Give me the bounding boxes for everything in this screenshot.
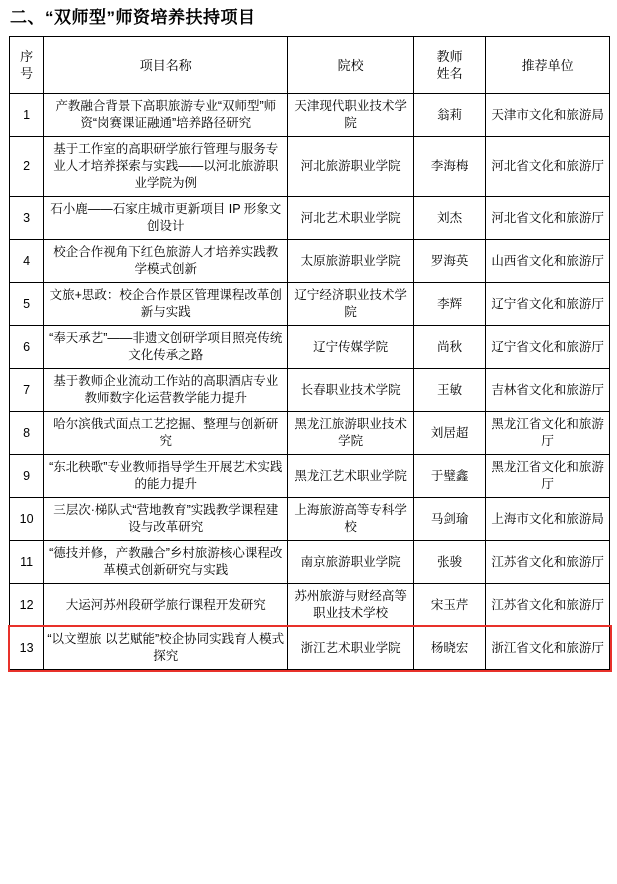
cell-index: 12 <box>10 584 44 627</box>
cell-unit: 辽宁省文化和旅游厅 <box>486 326 610 369</box>
table-body <box>10 94 610 670</box>
cell-unit: 天津市文化和旅游局 <box>486 94 610 137</box>
cell-index: 6 <box>10 326 44 369</box>
cell-teacher: 李辉 <box>414 283 486 326</box>
cell-school: 河北艺术职业学院 <box>288 197 414 240</box>
cell-teacher: 宋玉芹 <box>414 584 486 627</box>
cell-unit: 辽宁省文化和旅游厅 <box>486 283 610 326</box>
cell-teacher: 翁莉 <box>414 94 486 137</box>
cell-index: 1 <box>10 94 44 137</box>
cell-project-name: 基于工作室的高职研学旅行管理与服务专业人才培养探索与实践——以河北旅游职业学院为例 <box>44 137 288 197</box>
cell-teacher: 王敏 <box>414 369 486 412</box>
cell-unit: 河北省文化和旅游厅 <box>486 197 610 240</box>
table-row <box>10 137 610 197</box>
cell-teacher: 李海梅 <box>414 137 486 197</box>
table-row <box>10 94 610 137</box>
cell-index: 2 <box>10 137 44 197</box>
cell-school: 太原旅游职业学院 <box>288 240 414 283</box>
column-header-unit: 推荐单位 <box>486 37 610 94</box>
cell-teacher: 杨晓宏 <box>414 627 486 670</box>
cell-school: 长春职业技术学院 <box>288 369 414 412</box>
cell-school: 南京旅游职业学院 <box>288 541 414 584</box>
cell-unit: 河北省文化和旅游厅 <box>486 137 610 197</box>
table-row <box>10 455 610 498</box>
column-header-index-line1: 序 <box>20 49 34 64</box>
page-title: 二、“双师型”师资培养扶持项目 <box>10 8 256 27</box>
cell-index: 5 <box>10 283 44 326</box>
cell-unit: 山西省文化和旅游厅 <box>486 240 610 283</box>
column-header-project-name: 项目名称 <box>44 37 288 94</box>
cell-unit: 江苏省文化和旅游厅 <box>486 584 610 627</box>
cell-index: 4 <box>10 240 44 283</box>
cell-unit: 江苏省文化和旅游厅 <box>486 541 610 584</box>
table-row <box>10 584 610 627</box>
table-row <box>10 541 610 584</box>
cell-teacher: 尚秋 <box>414 326 486 369</box>
column-header-teacher-line2: 姓名 <box>436 66 463 81</box>
column-header-teacher-line1: 教师 <box>436 49 463 64</box>
cell-project-name: 哈尔滨俄式面点工艺挖掘、整理与创新研究 <box>44 412 288 455</box>
cell-index: 10 <box>10 498 44 541</box>
cell-unit: 吉林省文化和旅游厅 <box>486 369 610 412</box>
cell-index: 3 <box>10 197 44 240</box>
cell-teacher: 刘杰 <box>414 197 486 240</box>
cell-index: 11 <box>10 541 44 584</box>
column-header-school: 院校 <box>288 37 414 94</box>
cell-unit: 黑龙江省文化和旅游厅 <box>486 455 610 498</box>
cell-school: 天津现代职业技术学院 <box>288 94 414 137</box>
cell-teacher: 马剑瑜 <box>414 498 486 541</box>
cell-index: 9 <box>10 455 44 498</box>
cell-index: 8 <box>10 412 44 455</box>
cell-unit: 上海市文化和旅游局 <box>486 498 610 541</box>
cell-project-name: “东北秧歌”专业教师指导学生开展艺术实践的能力提升 <box>44 455 288 498</box>
cell-project-name: 产教融合背景下高职旅游专业“双师型”师资“岗赛课证融通”培养路径研究 <box>44 94 288 137</box>
cell-project-name: “德技并修，产教融合”乡村旅游核心课程改革模式创新研究与实践 <box>44 541 288 584</box>
table-row <box>10 240 610 283</box>
project-table <box>9 36 610 670</box>
cell-index: 7 <box>10 369 44 412</box>
cell-project-name: 石小鹿——石家庄城市更新项目 IP 形象文创设计 <box>44 197 288 240</box>
cell-project-name: 三层次·梯队式“营地教育”实践教学课程建设与改革研究 <box>44 498 288 541</box>
column-header-index <box>10 37 44 94</box>
column-header-index-line2: 号 <box>20 66 34 81</box>
cell-project-name: 基于教师企业流动工作站的高职酒店专业教师数字化运营教学能力提升 <box>44 369 288 412</box>
cell-index: 13 <box>10 627 44 670</box>
cell-school: 河北旅游职业学院 <box>288 137 414 197</box>
cell-school: 上海旅游高等专科学校 <box>288 498 414 541</box>
cell-project-name: “奉天承艺”——非遗文创研学项目照亮传统文化传承之路 <box>44 326 288 369</box>
cell-project-name: “以文塑旅 以艺赋能”校企协同实践育人模式探究 <box>44 627 288 670</box>
cell-teacher: 于璧鑫 <box>414 455 486 498</box>
table-row <box>10 498 610 541</box>
table-row <box>10 283 610 326</box>
column-header-teacher <box>414 37 486 94</box>
cell-teacher: 罗海英 <box>414 240 486 283</box>
cell-school: 辽宁传媒学院 <box>288 326 414 369</box>
table-row <box>10 197 610 240</box>
cell-school: 辽宁经济职业技术学院 <box>288 283 414 326</box>
table-row <box>10 369 610 412</box>
cell-unit: 浙江省文化和旅游厅 <box>486 627 610 670</box>
cell-project-name: 文旅+思政：校企合作景区管理课程改革创新与实践 <box>44 283 288 326</box>
cell-school: 黑龙江旅游职业技术学院 <box>288 412 414 455</box>
table-row <box>10 412 610 455</box>
table-header-row <box>10 37 610 94</box>
cell-unit: 黑龙江省文化和旅游厅 <box>486 412 610 455</box>
table-row <box>10 326 610 369</box>
cell-project-name: 校企合作视角下红色旅游人才培养实践教学模式创新 <box>44 240 288 283</box>
cell-school: 黑龙江艺术职业学院 <box>288 455 414 498</box>
cell-school: 浙江艺术职业学院 <box>288 627 414 670</box>
cell-teacher: 刘居超 <box>414 412 486 455</box>
cell-project-name: 大运河苏州段研学旅行课程开发研究 <box>44 584 288 627</box>
cell-teacher: 张骏 <box>414 541 486 584</box>
table-row-highlighted <box>10 627 610 670</box>
cell-school: 苏州旅游与财经高等职业技术学校 <box>288 584 414 627</box>
